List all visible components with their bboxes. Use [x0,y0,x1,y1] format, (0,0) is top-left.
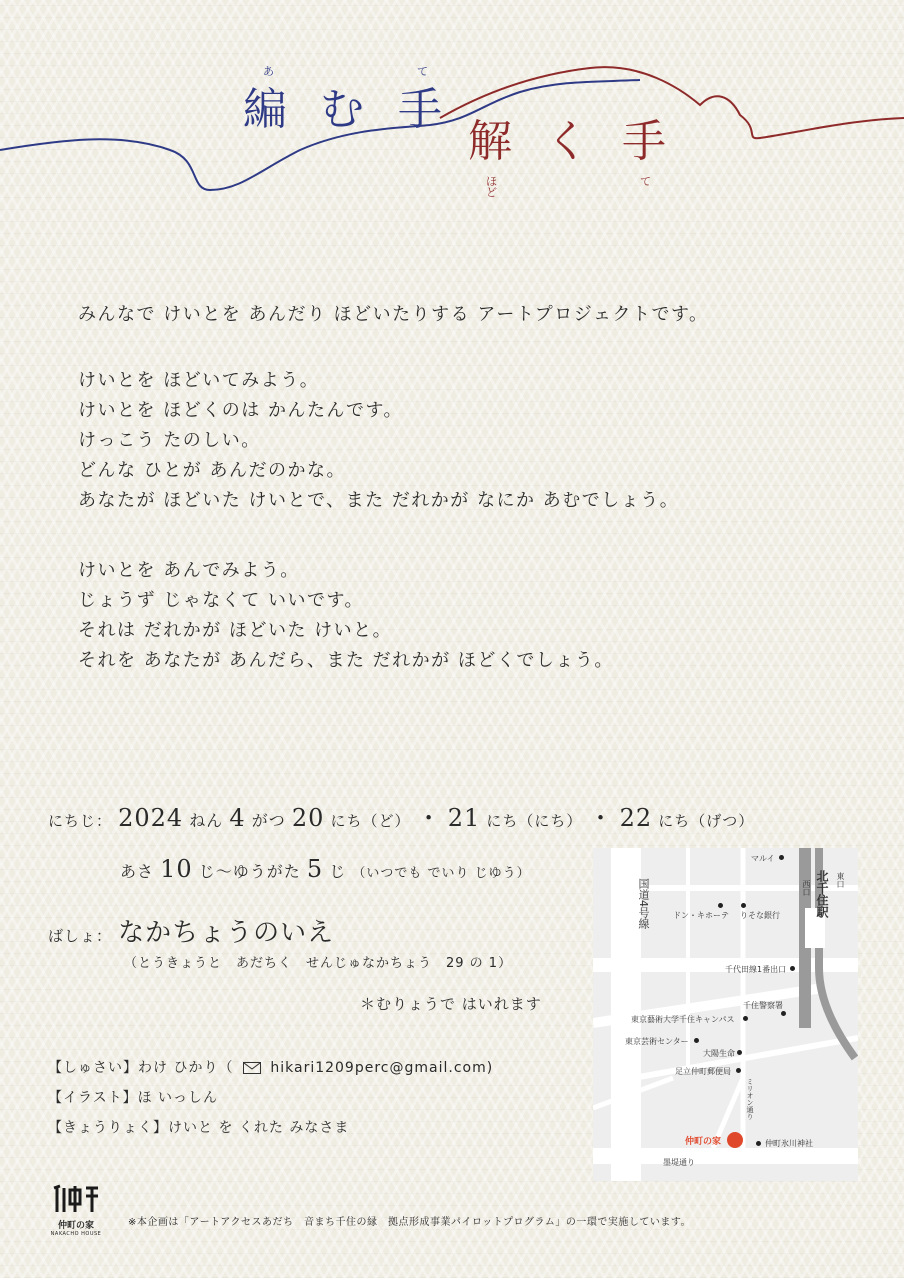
day-3-weekday: にち（げつ） [658,812,755,830]
mail-icon [243,1062,261,1074]
map-venue-label: 仲町の家 [685,1137,722,1147]
map-label-marui: マルイ [751,854,775,863]
map-dot [781,1011,786,1016]
title-ruby-hodo: ほど [486,175,497,199]
end-hour: 5 [306,855,324,883]
month: 4 [229,804,246,832]
day-1-weekday: にち（ど） [330,812,411,830]
year: 2024 [118,804,184,832]
stanza-line: あなたが ほどいた けいとで、また だれかが なにか あむでしょう。 [78,490,680,511]
footnote: ※本企画は「アートアクセスあだち 音まち千住の縁 拠点形成事業パイロットプログラム」の一環で実施しています。 [128,1217,692,1228]
map-label-million: ミリオン通り [746,1078,754,1120]
nen: ねん [189,811,224,830]
place-label: ばしょ： [48,927,113,945]
title-ruby-a: あ [263,65,274,78]
dot: ・ [416,804,442,832]
map-dot [736,1068,741,1073]
map-label-police: 千住警察署 [743,1001,783,1010]
ji-to: じ〜ゆうがた [198,862,301,881]
organizer [48,1057,493,1077]
route-4-label: 国道4号線 [637,878,650,929]
logo-sub: NAKACHO HOUSE [50,1231,102,1237]
stanza-2 [78,556,614,676]
map-dot [694,1038,699,1043]
gatsu: がつ [251,811,286,830]
stanza-1 [78,366,679,516]
stanza-line: どんな ひとが あんだのかな。 [78,460,346,481]
access-map [593,848,858,1181]
map-label-bokutei: 墨堤通り [663,1158,695,1167]
map-dot [779,855,784,860]
time-row [120,855,531,883]
west-exit-label: 西口 [802,880,811,896]
logo-mark-icon [50,1184,102,1214]
logo [50,1184,102,1237]
logo-name: 仲町の家 [57,1221,94,1231]
illustrator: 【イラスト】ほ いっしん [48,1090,219,1106]
map-dot [718,903,723,908]
asa: あさ [120,862,155,881]
title-char: く [545,116,591,167]
map-label-art-center: 東京芸術センター [625,1037,689,1046]
map-label-resona: りそな銀行 [740,911,780,920]
map-label-chiyoda: 千代田線1番出口 [725,965,787,974]
day-2: 21 [447,804,481,832]
address: （とうきょうと あだちく せんじゅなかちょう 29 の 1） [124,956,513,971]
title-char: 編 [243,84,289,135]
place-row [48,912,334,949]
date-label: にちじ： [48,812,113,830]
stanza-line: けっこう たのしい。 [78,430,261,451]
map-label-post: 足立仲町郵便局 [675,1067,731,1076]
map-dot [741,903,746,908]
day-2-weekday: にち（にち） [486,812,583,830]
ji: じ [329,862,347,881]
stanza-line: それは だれかが ほどいた けいと。 [78,620,393,641]
title-char: 手 [398,84,444,135]
free-entry: ＊むりょうで はいれます [360,995,542,1013]
title-ruby-te: て [417,65,428,78]
map-label-donki: ドン・キホーテ [673,911,729,920]
stanza-line: それを あなたが あんだら、また だれかが ほどくでしょう。 [78,650,614,671]
day-1: 20 [291,804,325,832]
stanza-line: じょうず じゃなくて いいです。 [78,590,365,611]
east-exit-label: 東口 [836,872,845,888]
map-label-taiyo: 大陽生命 [703,1049,735,1058]
dot: ・ [588,804,614,832]
map-dot [790,966,795,971]
stanza-line: けいとを ほどくのは かんたんです。 [78,400,404,421]
stanza-line: けいとを ほどいてみよう。 [78,370,320,391]
start-hour: 10 [160,855,193,883]
map-label-geidai: 東京藝術大学千住キャンパス [631,1015,735,1024]
map-dot [756,1141,761,1146]
map-dot [737,1050,742,1055]
title-char: 手 [622,116,668,167]
free-entry-time: （いつでも でいり じゆう） [352,866,531,881]
email-link[interactable]: hikari1209perc@gmail.com) [270,1060,494,1076]
map-dot [743,1016,748,1021]
title-ruby-te2: て [640,175,651,188]
title-char: む [320,84,366,135]
day-3: 22 [619,804,653,832]
cooperation: 【きょうりょく】けいと を くれた みなさま [48,1120,350,1136]
intro-text: みんなで けいとを あんだり ほどいたりする アートプロジェクトです。 [78,304,709,325]
title-char: 解 [468,116,514,167]
date-row [48,798,754,833]
stanza-line: けいとを あんでみよう。 [78,560,300,581]
map-label-shrine: 仲町氷川神社 [765,1139,813,1148]
yarn-decoration [0,0,904,260]
organizer-label: 【しゅさい】わけ ひかり（ [48,1060,234,1076]
place-name: なかちょうのいえ [118,918,335,948]
station-label: 北千住駅 [815,870,829,918]
